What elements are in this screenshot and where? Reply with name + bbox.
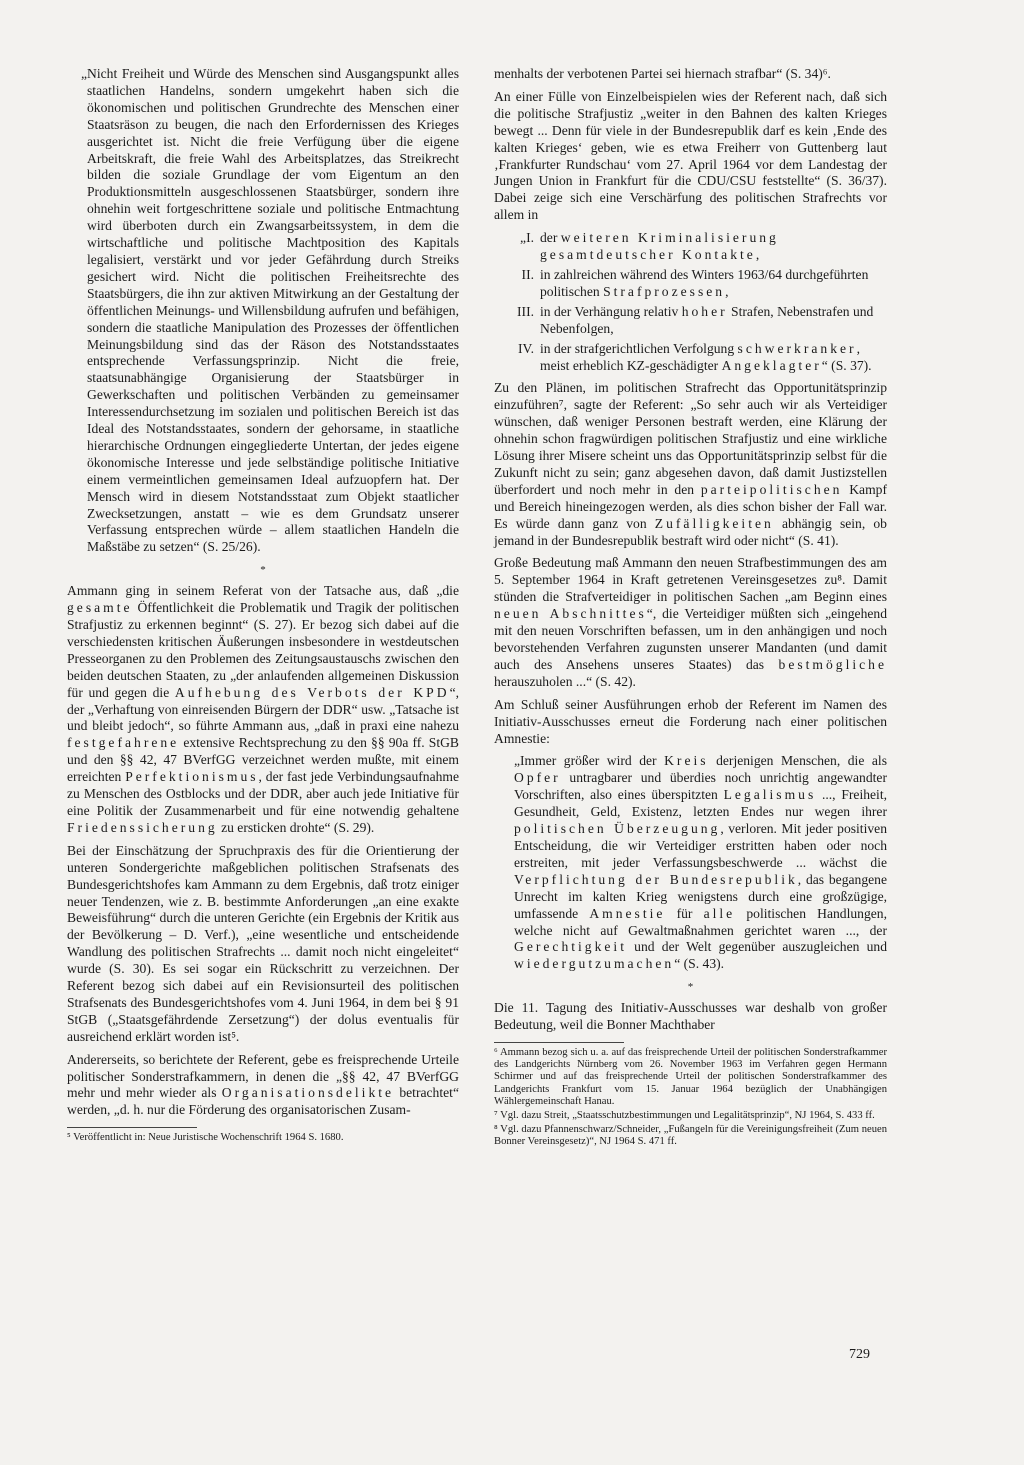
- paragraph-continuation: menhalts der verbotenen Partei sei hiernach strafbar“ (S. 34)⁶.: [494, 66, 831, 81]
- footnote-7: ⁷ Vgl. dazu Streit, „Staatsschutzbestimmungen und Legalitätsprinzip“, NJ 1964, S. 433 ff.: [494, 1109, 875, 1121]
- paragraph-einzelbeispiele: An einer Fülle von Einzelbeispielen wies der Referent nach, daß sich die politische Strafjustiz „weiter in den Bahnen des kalten Krieges bewegt ... Denn für viele in der Bundesrepublik darf es kein ‚Ende des kalten Krieges‘ geben, wie es etwa Freiherr von Guttenberg laut ‚Frankfurter Rundschau‘ vom 27. April 1964 vor dem Landestag der Jungen Union in Frankfurt für die CDU/CSU feststellte“ (S. 36/37). Dabei zeige sich eine Verschärfung des politischen Strafrechts vor allem in: [494, 88, 887, 223]
- list-item-fragment: ,: [725, 283, 729, 299]
- list-item-fragment: schwerkranker: [737, 340, 857, 356]
- paragraph-ammann-referat: Ammann ging in seinem Referat von der Tatsache aus, daß „die gesamte Öffentlichkeit die Problematik und Tragik der politischen Strafjustiz zu erkennen beginnt“ (S. 27). Er bezog sich dabei auf die verschiedensten kritischen Äußerungen insbesondere in westdeutschen Presseorganen zu den Problemen des Zeitungsaustauschs zwischen den beiden deutschen Staaten, zu „der anlaufenden allgemeinen Diskussion für und gegen die Aufhebung des Verbots der KPD“, der „Verhaftung von einreisenden Bürgern der DDR“ usw. „Tatsache ist und bleibt jedoch“, so führte Ammann aus, „daß in praxi eine nahezu festgefahrene extensive Rechtsprechung zu den §§ 90a ff. StGB und den §§ 42, 47 BVerfGG verzeichnet werden mußte, mit einem erreichten Perfektionismus, der fast jede Verbindungsaufnahme zu Menschen des Ostblocks und der DDR, aber auch jede Initiative für eine Politik der Zusammenarbeit und für eine notwendig gehaltene Friedenssicherung zu ersticken drohte“ (S. 29).: [67, 583, 460, 835]
- paragraph-tagung: Die 11. Tagung des Initiativ-Ausschusses war deshalb von großer Bedeutung, weil die Bonner Machthaber: [494, 1000, 887, 1033]
- list-item-number: IV.: [518, 340, 534, 356]
- footnote-divider-right: [494, 1042, 624, 1043]
- list-item-number: II.: [521, 266, 534, 282]
- list-item: [504, 341, 887, 375]
- quote-notstandsstaat: „Nicht Freiheit und Würde des Menschen sind Ausgangspunkt alles staatlichen Handelns, sondern umgekehrt haben sich die ökonomischen und politischen Grundrechte des Menschen einer Staatsräson zu beugen, die nach den Erfordernissen des Krieges ausgerichtet ist. Nicht die freie Verfügung über die eigene Arbeitskraft, die freie Wahl des Arbeitsplatzes, das Streikrecht bilden die soziale Grundlage der vom Eigentum an den Produktionsmitteln ausgeschlossenen Staatsbürger, sondern ihre ohnehin weit fortgeschrittene soziale und politische Entmachtung wird überboten durch ein Zwangsarbeitssystem, in dem die wirtschaftliche und politische Machtposition des Kapitals legalisiert, verstärkt und vor jeder Gefährdung durch Streiks gesichert wird. Nicht die politischen Freiheitsrechte des Staatsbürgers, die ihn zur aktiven Mitwirkung an der Gestaltung der öffentlichen Meinungs- und Willensbildung aufrufen und befähigen, sondern die staatliche Manipulation des Prozesses der öffentlichen Meinungsbildung sind das der Räson des Notstandsstaates entsprechende Verfassungsprinzip. Nicht die freie, staatsunabhängige Organisierung der Staatsbürger in Gewerkschaften und politischen Verbänden zu gemeinsamer Interessendurchsetzung im sozialen und politischen Bereich ist das Ideal des Notstandsstaates, sondern der gehorsame, in staatliche hierarchische Ordnungen eingegliederte Untertan, der jedes eigene ökonomische Interesse und jede selbständige politische Initiative einem vermeintlichen gemeinsamen Ideal aufzuopfern hat. Der Mensch wird in diesem Notstandsstaat zum Objekt staatlicher Zwecksetzungen, anstatt – wie es dem Grundsatz unserer Verfassung entsprechen würde – allem staatlichen Handeln die Maßstäbe zu setzen“ (S. 25/26).: [81, 66, 459, 555]
- verschaerfung-list: [504, 230, 887, 374]
- list-item-text: [540, 341, 887, 375]
- list-item-fragment: in der strafgerichtlichen Verfolgung: [540, 340, 738, 356]
- footnotes-right: [494, 1047, 887, 1149]
- list-item-fragment: hoher: [681, 303, 728, 319]
- list-item: [504, 267, 887, 301]
- list-item-number: „I.: [520, 230, 534, 246]
- list-item-text: [540, 267, 887, 301]
- list-item-fragment: weiteren Kriminalisierung gesamtdeutscher Kontakte: [540, 230, 779, 263]
- footnote-divider: [67, 1127, 197, 1128]
- quote-amnestie: „Immer größer wird der Kreis derjenigen Menschen, die als Opfer untragbarer und überdies noch unrichtig angewandter Vorschriften, also eines überspitzten Legalismus ..., Freiheit, Gesundheit, Geld, Existenz, letzten Endes nur wegen ihrer politischen Überzeugung, verloren. Mit jeder positiven Entscheidung, die wir Verteidiger erstritten haben oder noch erstreiten, mit jeder Verfassungsbeschwerde ... wächst die Verpflichtung der Bundesrepublik, das begangene Unrecht im kalten Krieg wenigstens durch eine großzügige, umfassende Amnestie für alle politischen Handlungen, welche nicht auf Gewaltmaßnahmen gerichtet waren ..., der Gerechtigkeit und der Welt gegenüber auszugleichen und wiedergutzumachen“ (S. 43).: [514, 753, 888, 972]
- footnote-6: ⁶ Ammann bezog sich u. a. auf das freisprechende Urteil der politischen Sonderstrafkammer des Landgerichts Nürnberg vom 26. November 1963 im Verfahren gegen Hermann Schirmer und auf das freisprechende Urteil der politischen Sonderstrafkammer des Landgerichts Frankfurt vom 15. Januar 1964 bezüglich der Unabhängigen Wählergemeinschaft Hanau.: [494, 1046, 887, 1107]
- footnote-5: ⁵ Veröffentlicht in: Neue Juristische Wochenschrift 1964 S. 1680.: [67, 1132, 344, 1144]
- right-column: [494, 66, 887, 1151]
- paragraph-andererseits: Andererseits, so berichtete der Referent, gebe es freisprechende Urteile politischer Sonderstrafkammern, in denen die „§§ 42, 47 BVerfGG mehr und mehr wieder als Organisationsdelikte betrachtet“ werden, „d. h. nur die Förderung des organisatorischen Zusam-: [67, 1051, 459, 1118]
- left-column: [67, 66, 459, 1146]
- list-item-number: III.: [517, 303, 534, 319]
- section-separator-right: *: [687, 981, 694, 994]
- list-item: [504, 304, 887, 338]
- footnote-8: ⁸ Vgl. dazu Pfannenschwarz/Schneider, „Fußangeln für die Vereinigungsfreiheit (Zum neuen Bonner Vereinsgesetz)“, NJ 1964 S. 471 ff.: [494, 1124, 887, 1148]
- list-item-fragment: “ (S. 37).: [821, 357, 872, 373]
- list-item: [504, 230, 887, 264]
- paragraph-opportunitaetsprinzip: Zu den Plänen, im politischen Strafrecht das Opportunitätsprinzip einzuführen⁷, sagte der Referent: „So sehr auch wir als Verteidiger wünschen, daß weniger Personen bestraft werden, eine Klärung der ohnehin schon fragwürdigen politischen Strafjustiz und eine wirkliche Lösung ihrer Misere scheint uns das Opportunitätsprinzip selbst für die Zukunft nicht zu sein; ganz abgesehen davon, daß damit Justizstellen überfordert und noch mehr in den parteipolitischen Kampf und Bereich hineingezogen werden, als dies schon bisher der Fall war. Es würde dann ganz von Zufälligkeiten abhängig sein, ob jemand in der Bundesrepublik bestraft wird oder nicht“ (S. 41).: [494, 380, 887, 548]
- list-item-fragment: in zahlreichen während des Winters 1963/64 durchgeführten politischen: [540, 266, 869, 299]
- page-number: 729: [849, 1347, 870, 1362]
- section-separator: *: [260, 564, 266, 577]
- list-item-fragment: Strafen, Nebenstrafen und Nebenfolgen,: [540, 303, 874, 336]
- list-item-text: [540, 304, 887, 338]
- list-item-text: [540, 230, 887, 264]
- list-item-fragment: in der Verhängung relativ: [540, 303, 682, 319]
- list-item-fragment: Angeklagter: [721, 357, 822, 373]
- paragraph-amnestie-intro: Am Schluß seiner Ausführungen erhob der Referent im Namen des Initiativ-Ausschusses erneut die Forderung nach einer politischen Amnestie:: [494, 696, 887, 746]
- list-item-fragment: ,: [755, 247, 760, 263]
- list-item-fragment: der: [540, 230, 561, 246]
- paragraph-spruchpraxis: Bei der Einschätzung der Spruchpraxis des für die Orientierung der unteren Sondergerichte maßgeblichen politischen Strafsenats des Bundesgerichtshofes kam Ammann zu dem Ergebnis, daß trotz einiger neuer Tendenzen, wie z. B. bestimmte Anforderungen „an eine exakte Beweisführung“ durch die unteren Gerichte (ein Ergebnis der Kritik aus der Bevölkerung – D. Verf.), „eine wesentliche und entscheidende Wandlung des politischen Strafrechts ... damit noch nicht eingeleitet“ wurde (S. 30). Es sei sogar ein Rückschritt zu verzeichnen. Der Referent bezog sich dabei auf ein Revisionsurteil des politischen Strafsenats des Bundesgerichtshofes vom 4. Juni 1964, in dem bei § 91 StGB („Staatsgefährdende Zersetzung“) der dolus eventualis für ausreichend erklärt worden ist⁵.: [67, 842, 459, 1044]
- paragraph-vereinsgesetz: Große Bedeutung maß Ammann den neuen Strafbestimmungen des am 5. September 1964 in Kraft getretenen Vereinsgesetzes zu⁸. Damit stünden die Strafverteidiger in politischen Sachen „am Beginn eines neuen Abschnittes“, die Verteidiger müßten sich „eingehend mit den neuen Vorschriften befassen, um in den anhängigen und noch bevorstehenden Verfahren zugunsten unserer Mandanten (und damit auch des Ansehens unseres Staates) das bestmögliche herauszuholen ...“ (S. 42).: [494, 555, 887, 689]
- list-item-fragment: , meist erheblich KZ-geschädigter: [540, 340, 860, 373]
- list-item-fragment: Strafprozessen: [603, 283, 726, 299]
